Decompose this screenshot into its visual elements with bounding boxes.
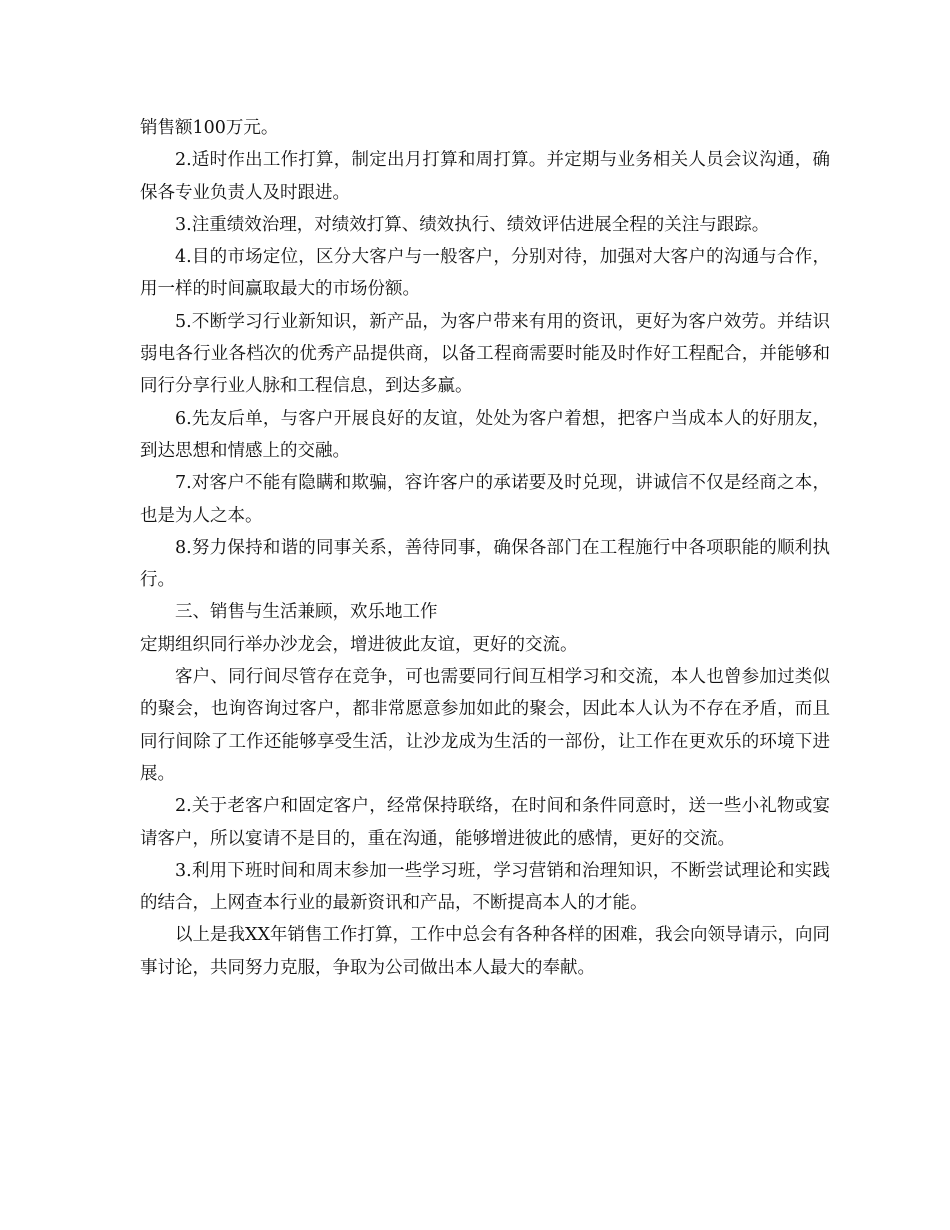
paragraph-5: 5.不断学习行业新知识，新产品，为客户带来有用的资讯，更好为客户效劳。并结识弱电各行业各档次的优秀产品提供商，以备工程商需要时能及时作好工程配合，并能够和同行分享行业人脉和工程信息，到达多赢。 [140, 311, 830, 397]
section-heading: 三、销售与生活兼顾，欢乐地工作 [175, 602, 438, 623]
paragraph-10: 定期组织同行举办沙龙会，增进彼此友谊，更好的交流。 [140, 634, 578, 655]
paragraph-7: 7.对客户不能有隐瞒和欺骗，容许客户的承诺要及时兑现，讲诚信不仅是经商之本，也是为人之本。 [140, 473, 830, 526]
paragraph-2: 2.适时作出工作打算，制定出月打算和周打算。并定期与业务相关人员会议沟通，确保各专业负责人及时跟进。 [140, 150, 830, 203]
paragraph-13: 3.利用下班时间和周末参加一些学习班，学习营销和治理知识，不断尝试理论和实践的结合，上网查本行业的最新资讯和产品，不断提高本人的才能。 [140, 860, 830, 914]
paragraph-8: 8.努力保持和谐的同事关系，善待同事，确保各部门在工程施行中各项职能的顺利执行。 [140, 537, 830, 591]
paragraph-6: 6.先友后单，与客户开展良好的友谊，处处为客户着想，把客户当成本人的好朋友，到达思想和情感上的交融。 [140, 408, 830, 461]
paragraph-1: 销售额100万元。 [140, 118, 279, 138]
paragraph-4: 4.目的市场定位，区分大客户与一般客户，分别对待，加强对大客户的沟通与合作，用一样的时间赢取最大的市场份额。 [140, 247, 830, 300]
document-body [140, 112, 830, 984]
paragraph-11: 客户、同行间尽管存在竞争，可也需要同行间互相学习和交流，本人也曾参加过类似的聚会，也询咨询过客户，都非常愿意参加如此的聚会，因此本人认为不存在矛盾，而且同行间除了工作还能够享受生活，让沙龙成为生活的一部份，让工作在更欢乐的环境下进展。 [140, 667, 830, 784]
paragraph-3: 3.注重绩效治理，对绩效打算、绩效执行、绩效评估进展全程的关注与跟踪。 [175, 214, 770, 235]
paragraph-12: 2.关于老客户和固定客户，经常保持联络，在时间和条件同意时，送一些小礼物或宴请客户，所以宴请不是目的，重在沟通，能够增进彼此的感情，更好的交流。 [140, 796, 830, 849]
paragraph-14: 以上是我XX年销售工作打算，工作中总会有各种各样的困难，我会向领导请示，向同事讨论，共同努力克服，争取为公司做出本人最大的奉献。 [140, 925, 830, 978]
